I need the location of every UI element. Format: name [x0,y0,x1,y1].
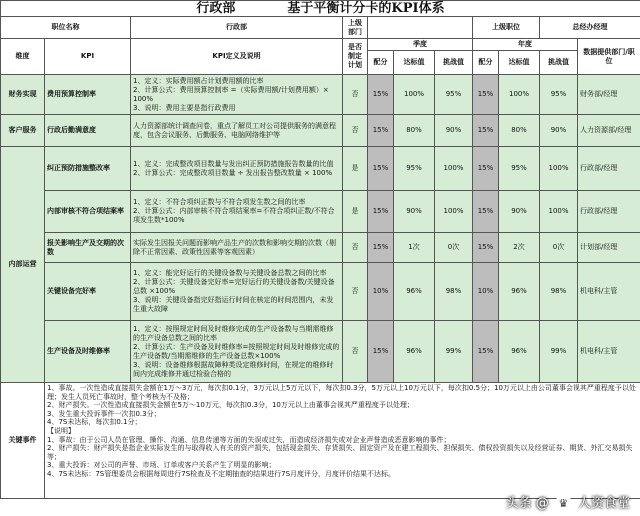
year-target: 2次 [499,233,540,263]
dimension-cell: 内部运营 [1,147,45,383]
dimension-cell: 财务实现 [1,75,45,115]
year-target: 80% [499,115,540,147]
quarter-challenge-header: 挑战值 [435,51,473,75]
def-line: 实际发生因报关问题而影响产品生产的次数和影响交期的次数（剔除不正常因素、政策性因素等客观因素） [133,238,336,256]
superior-position-value: 总经办经理 [540,17,640,39]
kpi-definition-header: KPI定义及说明 [131,39,343,75]
key-event-line: 3、重大投诉：对公司的声誉、市场、订单或客户关系产生了明显的影响； [47,461,276,470]
page-title [1,1,640,17]
key-event-line: 2、财产损失：财产损失是指企业实际发生的与取得收入有关的资产损失，包括现金损失、存货损失、固定资产及在建工程损失、担保损失、债权投资损失以及经营证券、期货、外汇交易损失等； [47,444,633,461]
quarter-challenge: 98% [435,263,473,321]
watermark-at: @ [535,496,549,511]
quarter-weight: 10% [368,263,394,321]
chef-hat-icon: ♛ [555,495,572,512]
year-challenge: 0次 [540,233,578,263]
def-line: 人力资源部统计调查问卷，重点了解员工对公司提供服务的满意程度，包含会议服务、后勤服务、电脑网络维护等 [133,121,336,139]
quarter-challenge: 99% [435,321,473,383]
def-line: 1、定义：能完好运行的关键设备数与关键设备总数之间的比率 [133,269,327,277]
quarter-challenge: 95% [435,75,473,115]
table-row [1,115,640,147]
quarter-target: 80% [394,115,435,147]
year-target: 96% [499,263,540,321]
kpi-name: 费用预算控制率 [45,75,131,115]
controlled-header: 是否制定计划 [343,39,368,75]
kpi-name: 纠正预防措施整改率 [45,147,131,191]
year-challenge: 100% [540,191,578,233]
table-row [1,233,640,263]
quarter-weight: 15% [368,233,394,263]
provider: 机电科/主管 [578,321,640,383]
provider: 财务部/经理 [578,75,640,115]
quarter-weight: 15% [368,191,394,233]
header-row-1 [1,17,640,39]
key-event-line: 2、财产损失。一次性造成直接损失金额在5万～10万元，每次扣0.3分，10万元以上由董事会视其严重程度予以处理； [47,401,414,410]
table-row [1,263,640,321]
quarter-target: 96% [394,263,435,321]
title-row [1,1,640,17]
title-department: 行政部 [196,0,236,16]
department-cell: 行政部 [131,17,343,39]
quarter-challenge: 0次 [435,233,473,263]
year-target: 90% [499,191,540,233]
table-row [1,75,640,115]
def-line: 1、定义：实际费用额占计划费用额的比率 [133,76,264,85]
key-events-label: 关键事件 [1,383,45,499]
controlled-value: 否 [343,263,368,321]
superior-position-header: 上级职位 [473,17,540,39]
quarter-weight-header: 配分 [368,51,394,75]
kpi-definition [131,115,343,147]
quarter-challenge: 90% [435,115,473,147]
controlled-value: 否 [343,115,368,147]
year-target: 95% [499,147,540,191]
year-target: 96% [499,321,540,383]
provider: 行政部/经理 [578,191,640,233]
watermark [506,492,630,512]
watermark-name: 人资食堂 [577,496,630,511]
title-system: 基于平衡计分卡的KPI体系 [287,0,445,16]
def-line: 2、计算公式：关键设备完好率=完好运行的关键设备数/关键设备总数 ×100% [133,278,335,295]
year-challenge-header: 挑战值 [540,51,578,75]
controlled-value: 是 [343,191,368,233]
dimension-cell: 客户服务 [1,115,45,147]
controlled-value: 是 [343,147,368,191]
key-event-line: 1、事故。一次性造成直接损失金额在1万～3万元，每次扣0.1分，3万元以上5万元以下，每次扣0.3分，5万元以上10万元以下，每次扣0.5分；10万元以上由公司董事会视其严重程度予以处理；发生人员死亡事故时，整个考核为不及格； [47,384,636,401]
kpi-name: 内部审核不符合项结案率 [45,191,131,233]
table-row [1,147,640,191]
year-challenge: 95% [540,75,578,115]
quarter-target: 95% [394,147,435,191]
key-event-line: 4、7S未达标：7S管理委员会根据每周进行7S检查及不定期抽查的结果进行7S月度评分，月度评价结果不达标。 [47,469,396,478]
quarter-target: 90% [394,191,435,233]
year-target: 100% [499,75,540,115]
superior-dept-header: 上级部门 [343,17,368,39]
kpi-name: 生产设备及时维修率 [45,321,131,383]
def-line: 3、说明：设备维修根据故障种类设定维修时间，在规定的维修时间内完成维修并通过检验合格的 [133,360,334,378]
year-weight: 15% [473,233,499,263]
kpi-name: 行政后勤满意度 [45,115,131,147]
def-line: 2、计算公式：生产设备及时维修率=按照规定时间及时维修完成的生产设备数/当期需维修的生产设备总数×100% [133,342,340,360]
def-line: 1、定义：完成整改项目数量与发出纠正预防措施报告数量的比值 [133,159,334,168]
header-row-2 [1,39,640,51]
watermark-prefix: 头条 [505,496,532,511]
kpi-name: 关键设备完好率 [45,263,131,321]
kpi-name: 报关影响生产及交期的次数 [45,233,131,263]
year-challenge: 99% [540,321,578,383]
def-line: 3、说明：关键设备指完好指运行时间在核定的时间范围内，未发生重大故障 [133,296,334,313]
year-weight: 15% [473,321,499,383]
quarter-weight: 15% [368,115,394,147]
quarter-target: 1次 [394,233,435,263]
year-target-header: 达标值 [499,51,540,75]
key-event-line: 【说明】 [47,426,75,435]
table-row [1,191,640,233]
kpi-definition [131,147,343,191]
key-events-row [1,383,640,499]
year-challenge: 98% [540,263,578,321]
quarter-challenge: 100% [435,147,473,191]
year-weight: 15% [473,75,499,115]
year-challenge: 100% [540,147,578,191]
year-weight: 15% [473,147,499,191]
def-line: 3、说明：费用主要是指行政费用 [133,103,236,112]
provider: 机电科/主管 [578,263,640,321]
controlled-value: 否 [343,321,368,383]
provider: 行政部/经理 [578,147,640,191]
quarter-target-header: 达标值 [394,51,435,75]
key-event-line: 3、发生重大投诉事件一次扣0.3分； [47,409,161,418]
quarter-target: 96% [394,321,435,383]
provider: 计划部/经理 [578,233,640,263]
kpi-header: KPI [45,39,131,75]
def-line: 2、计算公式：完成整改项目数量 ÷ 发出报告整改数量 × 100% [133,168,333,177]
year-weight-header: 配分 [473,51,499,75]
year-weight: 15% [473,191,499,233]
quarter-target: 100% [394,75,435,115]
position-name-header: 职位名称 [1,17,131,39]
data-provider-header: 数据提供部门/职位 [578,39,640,75]
quarter-challenge: 100% [435,191,473,233]
year-weight: 10% [473,263,499,321]
kpi-definition [131,233,343,263]
quarter-weight: 15% [368,321,394,383]
table-row [1,321,640,383]
superior-dept-value [368,17,473,39]
def-line: 2、计算公式：内部审核不符合项结案率=不符合项纠正数/不符合项发生数*100% [133,207,335,224]
def-line: 1、定义：按照规定时间及时维修完成的生产设备数与当期需维修的生产设备总数之间的比率 [133,324,334,342]
kpi-definition [131,263,343,321]
kpi-definition [131,75,343,115]
year-weight: 15% [473,115,499,147]
quarter-header: 季度 [368,39,473,51]
kpi-definition [131,191,343,233]
def-line: 2、计算公式：费用预算控制率 =（实际费用额/计划费用额）× 100% [133,85,329,103]
key-event-line: 1、事故：由于公司人员在管理、操作、沟通、信息传递等方面的失误或过失，而造成经济损失或对企业声誉造成恶意影响的事件； [47,435,451,444]
kpi-definition [131,321,343,383]
dimension-header: 维度 [1,39,45,75]
quarter-weight: 15% [368,147,394,191]
key-events-content [45,383,640,499]
controlled-value: 否 [343,75,368,115]
year-header: 年度 [473,39,578,51]
controlled-value: 否 [343,233,368,263]
key-event-line: 4、7S未达标，每次扣0.1分； [47,418,142,427]
provider: 人力资源部/经理 [578,115,640,147]
def-line: 1、定义：不符合项纠正数与不符合项发生数之间的比率 [133,198,306,206]
quarter-weight: 15% [368,75,394,115]
year-challenge: 90% [540,115,578,147]
